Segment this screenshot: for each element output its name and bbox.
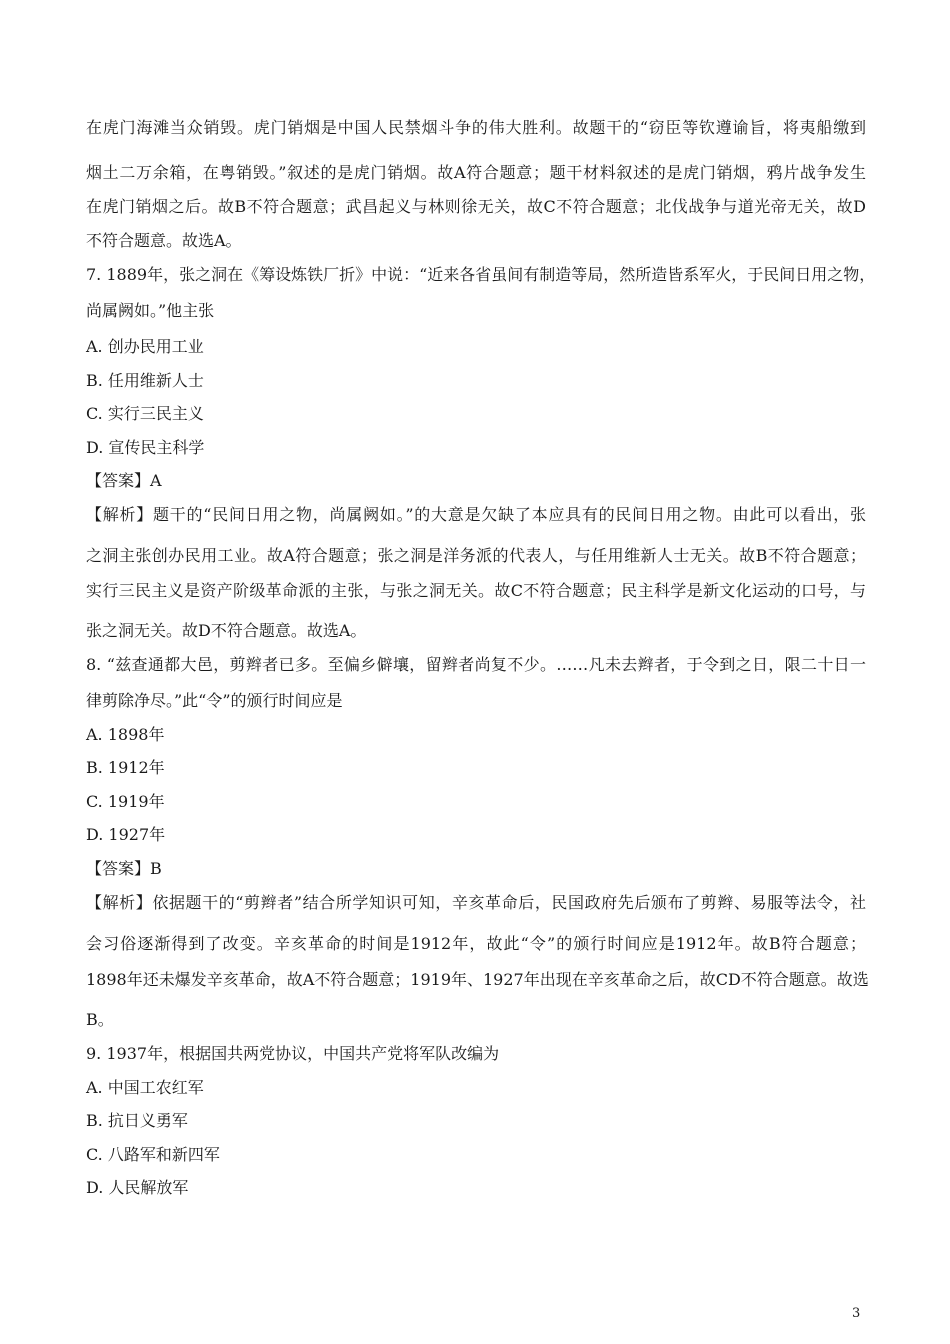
analysis-line: 张之洞无关。故D不符合题意。故选A。 bbox=[86, 621, 367, 640]
question-stem: 8. “兹查通都大邑，剪辫者已多。至偏乡僻壤，留辫者尚复不少。……凡未去辫者，于令到之日，限二十日一 bbox=[86, 655, 866, 674]
question-stem: 律剪除净尽。”此“令”的颁行时间应是 bbox=[86, 691, 343, 710]
option-c: C. 八路军和新四军 bbox=[86, 1145, 220, 1164]
analysis-line: 【解析】题干的“民间日用之物，尚属阙如。”的大意是欠缺了本应具有的民间日用之物。由此可以看出，张 bbox=[86, 505, 866, 524]
question-stem: 9. 1937年，根据国共两党协议，中国共产党将军队改编为 bbox=[86, 1044, 500, 1063]
option-d: D. 宣传民主科学 bbox=[86, 438, 205, 457]
option-a: A. 1898年 bbox=[86, 725, 165, 744]
paragraph-line: 烟土二万余箱，在粤销毁。”叙述的是虎门销烟。故A符合题意；题干材料叙述的是虎门销烟，鸦片战争发生 bbox=[86, 163, 866, 182]
option-b: B. 1912年 bbox=[86, 758, 165, 777]
analysis-line: 1898年还未爆发辛亥革命，故A不符合题意；1919年、1927年出现在辛亥革命之后，故CD不符合题意。故选 bbox=[86, 970, 869, 989]
option-a: A. 创办民用工业 bbox=[86, 337, 204, 356]
analysis-line: 【解析】依据题干的“剪辫者”结合所学知识可知，辛亥革命后，民国政府先后颁布了剪辫、易服等法令，社 bbox=[86, 893, 866, 912]
analysis-line: 会习俗逐渐得到了改变。辛亥革命的时间是1912年，故此“令”的颁行时间应是1912年。故B符合题意； bbox=[86, 934, 866, 953]
answer-label: 【答案】A bbox=[86, 471, 162, 490]
option-d: D. 1927年 bbox=[86, 825, 166, 844]
option-d: D. 人民解放军 bbox=[86, 1178, 189, 1197]
question-stem: 7. 1889年，张之洞在《筹设炼铁厂折》中说：“近来各省虽间有制造等局，然所造皆系军火，于民间日用之物， bbox=[86, 265, 876, 284]
option-c: C. 1919年 bbox=[86, 792, 165, 811]
page-number: 3 bbox=[852, 1306, 861, 1321]
paragraph-line: 不符合题意。故选A。 bbox=[86, 231, 242, 250]
answer-label: 【答案】B bbox=[86, 859, 162, 878]
option-a: A. 中国工农红军 bbox=[86, 1078, 204, 1097]
option-c: C. 实行三民主义 bbox=[86, 404, 204, 423]
analysis-line: 实行三民主义是资产阶级革命派的主张，与张之洞无关。故C不符合题意；民主科学是新文化运动的口号，与 bbox=[86, 581, 866, 600]
paragraph-line: 在虎门销烟之后。故B不符合题意；武昌起义与林则徐无关，故C不符合题意；北伐战争与道光帝无关，故D bbox=[86, 197, 866, 216]
analysis-line: B。 bbox=[86, 1010, 114, 1029]
option-b: B. 任用维新人士 bbox=[86, 371, 204, 390]
paragraph-line: 在虎门海滩当众销毁。虎门销烟是中国人民禁烟斗争的伟大胜利。故题干的“窃臣等钦遵谕旨，将夷船缴到 bbox=[86, 118, 866, 137]
question-stem: 尚属阙如。”他主张 bbox=[86, 301, 215, 320]
analysis-line: 之洞主张创办民用工业。故A符合题意；张之洞是洋务派的代表人，与任用维新人士无关。故B不符合题意； bbox=[86, 546, 866, 565]
option-b: B. 抗日义勇军 bbox=[86, 1111, 188, 1130]
